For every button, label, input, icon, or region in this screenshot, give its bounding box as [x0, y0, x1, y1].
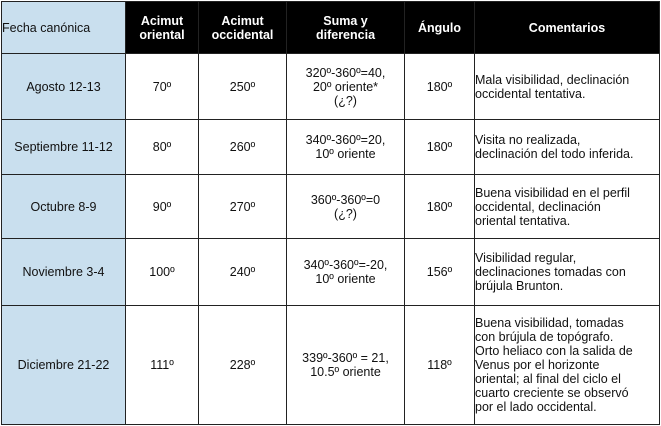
- comment-line: cuarto creciente se observó: [475, 386, 629, 400]
- header-east-line: Acimut: [140, 13, 184, 28]
- header-east-line: oriental: [139, 27, 185, 42]
- cell-sum-difference: [287, 175, 405, 239]
- sum-line: 340º-360º=20,: [305, 133, 386, 147]
- cell-angle: 118º: [405, 306, 475, 425]
- cell-sum-difference: [287, 54, 405, 120]
- table-row: [2, 306, 660, 425]
- cell-date: Noviembre 3-4: [2, 239, 126, 306]
- cell-sum-difference: [287, 239, 405, 306]
- cell-comment: [475, 175, 660, 239]
- header-sum-line: diferencia: [315, 27, 376, 42]
- cell-angle: 180º: [405, 175, 475, 239]
- cell-date: Octubre 8-9: [2, 175, 126, 239]
- sum-line: (¿?): [334, 93, 357, 108]
- cell-west-azimuth: 260º: [199, 120, 287, 175]
- comment-line: con brújula de topógrafo.: [475, 330, 614, 344]
- header-west-line: Acimut: [221, 13, 264, 28]
- cell-comment: [475, 54, 660, 120]
- cell-date: Agosto 12-13: [2, 54, 126, 120]
- comment-line: declinaciones tomadas con: [475, 265, 626, 279]
- cell-comment: [475, 120, 660, 175]
- sum-line: 10.5º oriente: [310, 365, 381, 379]
- cell-east-azimuth: 80º: [126, 120, 199, 175]
- cell-date: Septiembre 11-12: [2, 120, 126, 175]
- header-east-azimuth: [126, 2, 199, 54]
- cell-angle: 180º: [405, 120, 475, 175]
- comment-line: occidental tentativa.: [475, 86, 586, 101]
- cell-east-azimuth: 70º: [126, 54, 199, 120]
- sum-line: (¿?): [334, 206, 357, 221]
- comment-line: por el lado occidental.: [475, 400, 597, 414]
- header-date: Fecha canónica: [2, 2, 126, 54]
- sum-line: 10º oriente: [315, 147, 376, 161]
- cell-west-azimuth: 228º: [199, 306, 287, 425]
- comment-line: Visibilidad regular,: [475, 251, 577, 265]
- comment-line: brújula Brunton.: [475, 279, 564, 293]
- comment-line: oriental; al final del ciclo el: [475, 372, 621, 386]
- comment-line: Buena visibilidad, tomadas: [475, 316, 624, 330]
- comment-line: oriental tentativa.: [475, 213, 571, 228]
- comment-line: Venus por el horizonte: [475, 358, 600, 372]
- header-sum-difference: [287, 2, 405, 54]
- sum-line: 320º-360º=40,: [305, 65, 386, 80]
- header-angle: Ángulo: [405, 2, 475, 54]
- cell-angle: 180º: [405, 54, 475, 120]
- header-row: [2, 2, 660, 54]
- comment-line: Buena visibilidad en el perfil: [475, 185, 630, 200]
- cell-east-azimuth: 111º: [126, 306, 199, 425]
- header-west-line: occidental: [211, 27, 274, 42]
- cell-west-azimuth: 240º: [199, 239, 287, 306]
- table-row: [2, 239, 660, 306]
- table-row: [2, 54, 660, 120]
- header-sum-line: Suma y: [323, 13, 368, 28]
- cell-east-azimuth: 90º: [126, 175, 199, 239]
- cell-date: Diciembre 21-22: [2, 306, 126, 425]
- cell-sum-difference: [287, 120, 405, 175]
- cell-angle: 156º: [405, 239, 475, 306]
- data-table: [1, 1, 660, 425]
- sum-line: 360º-360º=0: [310, 192, 381, 207]
- comment-line: Visita no realizada,: [475, 133, 581, 147]
- table-row: [2, 175, 660, 239]
- header-west-azimuth: [199, 2, 287, 54]
- comment-line: Orto heliaco con la salida de: [475, 344, 633, 358]
- cell-east-azimuth: 100º: [126, 239, 199, 306]
- table-row: [2, 120, 660, 175]
- header-comments: Comentarios: [475, 2, 660, 54]
- sum-line: 10º oriente: [315, 272, 376, 286]
- sum-line: 340º-360º=-20,: [303, 258, 388, 272]
- sum-line: 20º oriente*: [312, 79, 379, 94]
- cell-comment: [475, 239, 660, 306]
- cell-west-azimuth: 270º: [199, 175, 287, 239]
- cell-west-azimuth: 250º: [199, 54, 287, 120]
- sum-line: 339º-360º = 21,: [302, 351, 389, 365]
- cell-comment: [475, 306, 660, 425]
- cell-sum-difference: [287, 306, 405, 425]
- comment-line: Mala visibilidad, declinación: [475, 72, 630, 87]
- comment-line: declinación del todo inferida.: [475, 147, 634, 161]
- comment-line: occidental, declinación: [475, 199, 601, 214]
